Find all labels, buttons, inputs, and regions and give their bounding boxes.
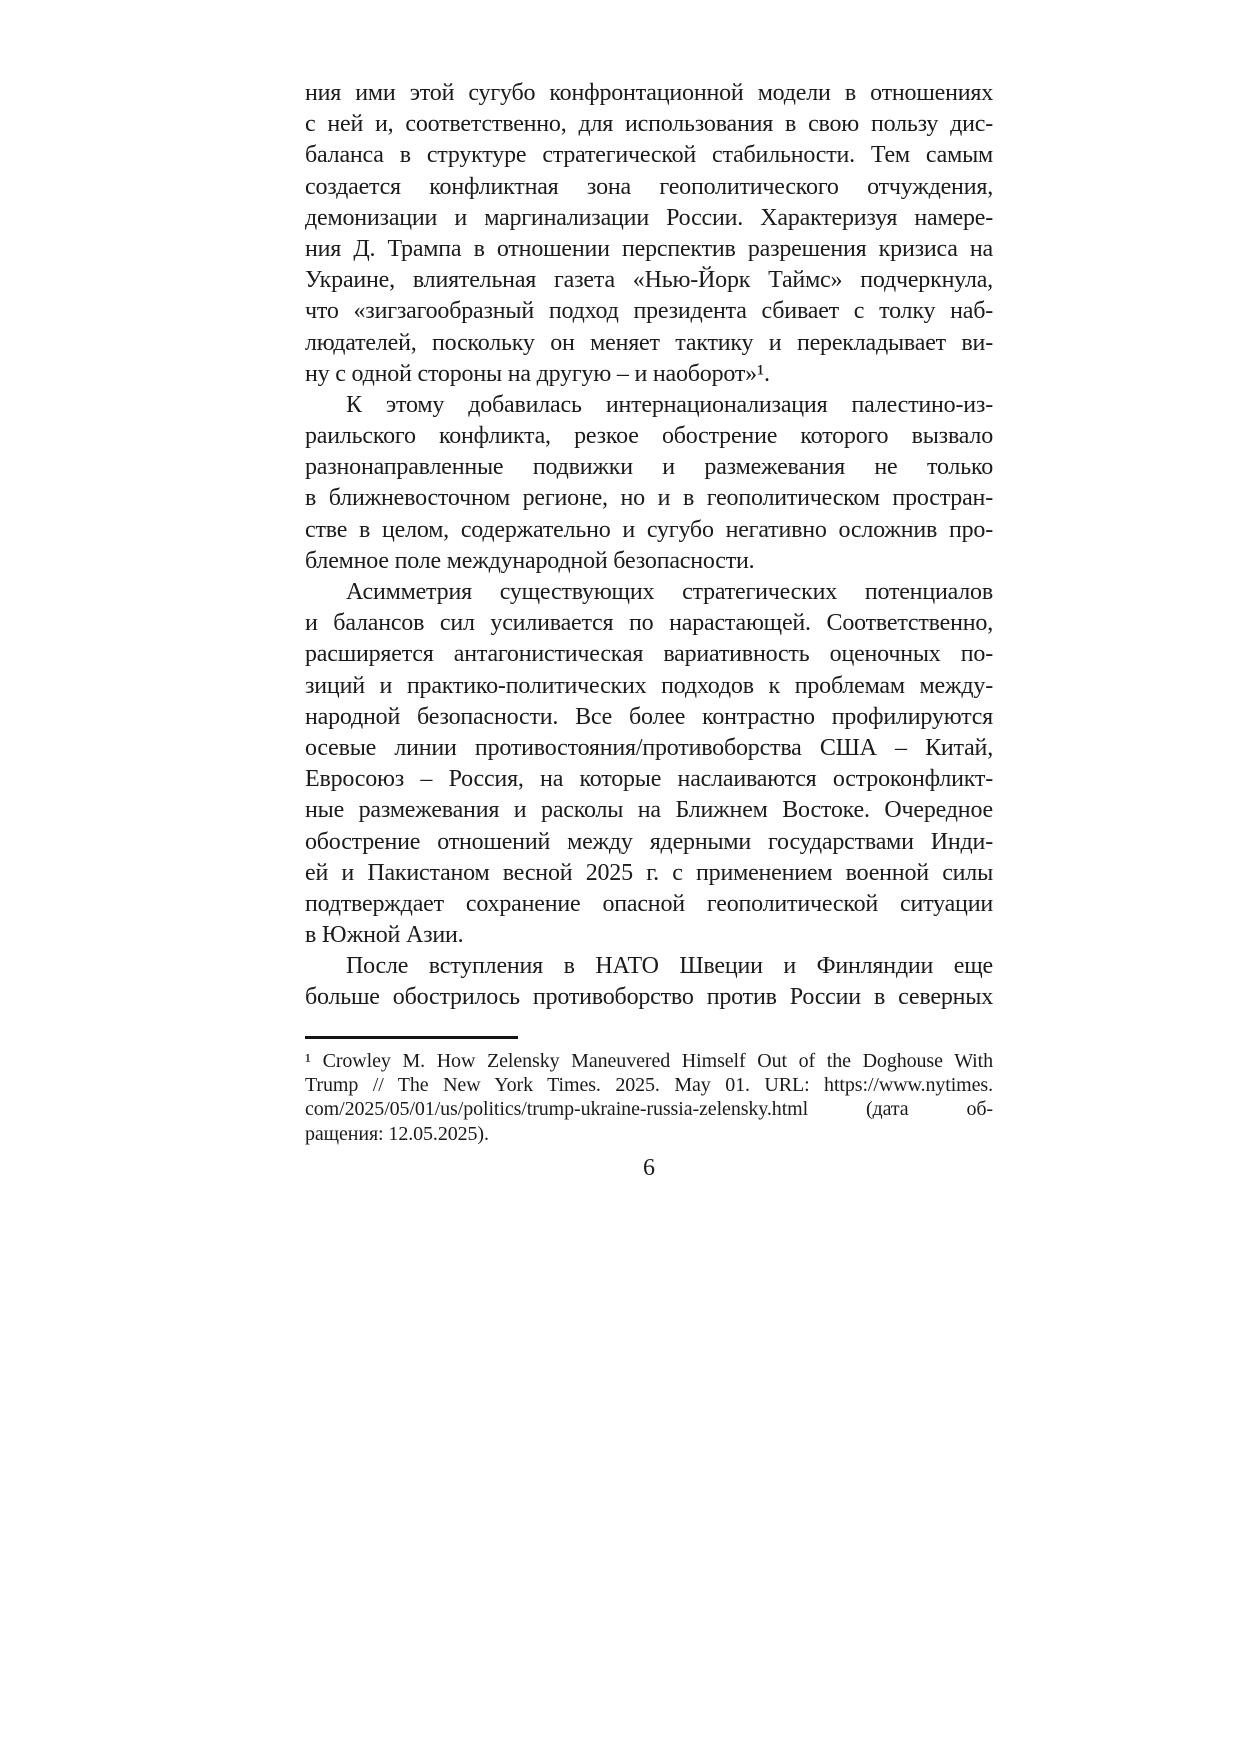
- text-line: стве в целом, содержательно и сугубо негативно осложнив про-: [305, 516, 993, 543]
- footnote-line: ращения: 12.05.2025).: [305, 1122, 489, 1145]
- text-line: баланса в структуре стратегической стабильности. Тем самым: [305, 142, 993, 169]
- footnote-line: com/2025/05/01/us/politics/trump-ukraine-russia-zelensky.html (дата об-: [305, 1098, 993, 1121]
- footnote: [305, 1049, 993, 1147]
- text-line: в Южной Азии.: [305, 922, 464, 949]
- text-column: [305, 78, 993, 1182]
- text-line: разнонаправленные подвижки и размежевания не только: [305, 454, 993, 481]
- page-number: 6: [643, 1155, 655, 1182]
- footnote-line: Trump // The New York Times. 2025. May 01. URL: https://www.nytimes.: [305, 1074, 993, 1097]
- text-line: К этому добавилась интернационализация палестино-из-: [346, 391, 993, 418]
- text-line: зиций и практико-политических подходов к проблемам между-: [305, 672, 993, 699]
- paragraph: [305, 951, 993, 1013]
- text-line: создается конфликтная зона геополитического отчуждения,: [305, 173, 993, 200]
- text-line: ну с одной стороны на другую – и наоборот»¹.: [305, 360, 770, 387]
- body-text: [305, 78, 993, 1014]
- text-line: Евросоюз – Россия, на которые наслаиваются остроконфликт-: [305, 766, 993, 793]
- text-line: что «зигзагообразный подход президента сбивает с толку наб-: [305, 298, 993, 325]
- text-line: После вступления в НАТО Швеции и Финляндии еще: [346, 953, 993, 980]
- text-line: и балансов сил усиливается по нарастающей. Соответственно,: [305, 610, 993, 637]
- text-line: демонизации и маргинализации России. Характеризуя намере-: [305, 204, 993, 231]
- text-line: с ней и, соответственно, для использования в свою пользу дис-: [305, 111, 993, 138]
- footnote-separator: [305, 1036, 518, 1039]
- text-line: ей и Пакистаном весной 2025 г. с применением военной силы: [305, 859, 993, 886]
- text-line: подтверждает сохранение опасной геополитической ситуации: [305, 890, 993, 917]
- text-line: раильского конфликта, резкое обострение которого вызвало: [305, 423, 993, 450]
- text-line: больше обострилось противоборство против России в северных: [305, 984, 993, 1011]
- text-line: Асимметрия существующих стратегических потенциалов: [346, 579, 993, 605]
- text-line: осевые линии противостояния/противоборства США – Китай,: [305, 734, 993, 761]
- text-line: ния Д. Трампа в отношении перспектив разрешения кризиса на: [305, 235, 993, 262]
- text-line: людателей, поскольку он меняет тактику и перекладывает ви-: [305, 329, 993, 356]
- paragraph: [305, 390, 993, 577]
- text-line: ные размежевания и расколы на Ближнем Востоке. Очередное: [305, 797, 993, 824]
- text-line: народной безопасности. Все более контрастно профилируются: [305, 703, 993, 730]
- paragraph-continuation: [305, 78, 993, 390]
- text-line: расширяется антагонистическая вариативность оценочных по-: [305, 641, 993, 668]
- text-line: блемное поле международной безопасности.: [305, 547, 755, 574]
- text-line: обострение отношений между ядерными государствами Инди-: [305, 828, 993, 855]
- footnote-line: ¹ Crowley M. How Zelensky Maneuvered Himself Out of the Doghouse With: [305, 1049, 993, 1072]
- text-line: в ближневосточном регионе, но и в геополитическом простран-: [305, 485, 993, 512]
- text-line: ния ими этой сугубо конфронтационной модели в отношениях: [305, 80, 993, 106]
- paragraph: [305, 577, 993, 951]
- text-line: Украине, влиятельная газета «Нью-Йорк Таймс» подчеркнула,: [305, 267, 993, 294]
